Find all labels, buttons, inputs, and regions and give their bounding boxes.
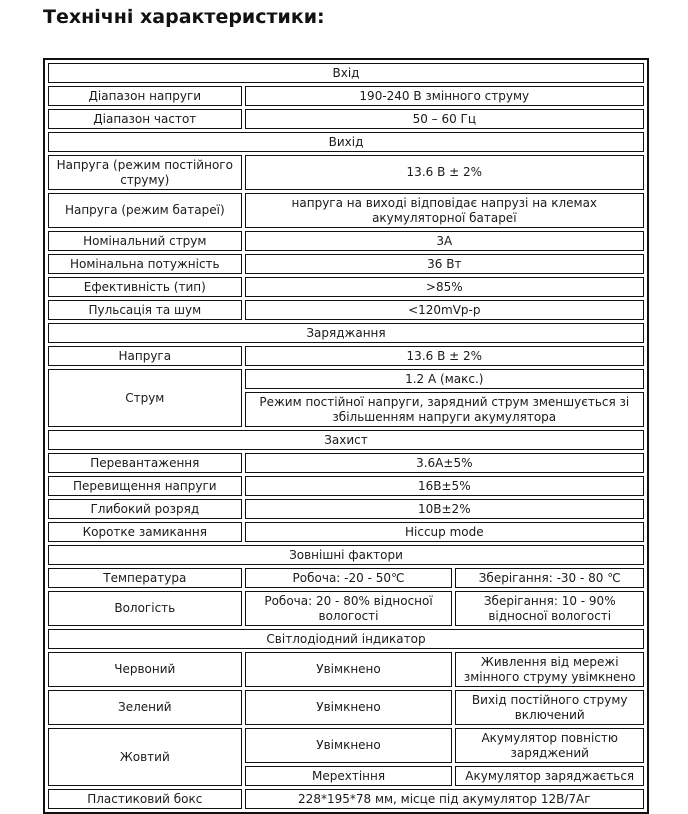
table-row <box>48 254 644 274</box>
spec-label: Жовтий <box>48 728 242 786</box>
spec-value: Вихід постійного струму включений <box>455 690 644 725</box>
spec-label: Ефективність (тип) <box>48 277 242 297</box>
table-row <box>48 369 644 389</box>
spec-label: Вологість <box>48 591 242 626</box>
spec-label: Номінальна потужність <box>48 254 242 274</box>
spec-value: <120mVp-p <box>245 300 644 320</box>
spec-value: Мерехтіння <box>245 766 453 786</box>
spec-value: Робоча: 20 - 80% відносної вологості <box>245 591 453 626</box>
spec-value: Акумулятор повністю заряджений <box>455 728 644 763</box>
section-header-input: Вхід <box>48 63 644 83</box>
spec-value: 13.6 В ± 2% <box>245 346 644 366</box>
spec-label: Струм <box>48 369 242 427</box>
section-header-protection: Захист <box>48 430 644 450</box>
spec-value: 36 Вт <box>245 254 644 274</box>
spec-label: Діапазон частот <box>48 109 242 129</box>
table-row <box>48 476 644 496</box>
spec-label: Діапазон напруги <box>48 86 242 106</box>
table-row <box>48 690 644 725</box>
spec-label: Зелений <box>48 690 242 725</box>
section-row-input <box>48 63 644 83</box>
spec-value: 1.2 А (макс.) <box>245 369 644 389</box>
spec-value: Зберігання: -30 - 80 ℃ <box>455 568 644 588</box>
spec-value: 3А <box>245 231 644 251</box>
spec-value: Hiccup mode <box>245 522 644 542</box>
spec-value: Режим постійної напруги, зарядний струм зменшується зі збільшенням напруги акумулятора <box>245 392 644 427</box>
spec-value: Увімкнено <box>245 690 453 725</box>
spec-value: 10В±2% <box>245 499 644 519</box>
spec-table <box>43 58 649 814</box>
spec-value: Увімкнено <box>245 652 453 687</box>
spec-value: 16В±5% <box>245 476 644 496</box>
table-row <box>48 300 644 320</box>
section-row-environment <box>48 545 644 565</box>
table-row <box>48 453 644 473</box>
table-row <box>48 568 644 588</box>
table-row <box>48 155 644 190</box>
spec-value: 228*195*78 мм, місце під акумулятор 12В/7Аг <box>245 789 644 809</box>
spec-label: Глибокий розряд <box>48 499 242 519</box>
table-row <box>48 652 644 687</box>
section-row-output <box>48 132 644 152</box>
spec-label: Пульсація та шум <box>48 300 242 320</box>
spec-value: Живлення від мережі змінного струму увімкнено <box>455 652 644 687</box>
section-row-led <box>48 629 644 649</box>
spec-label: Пластиковий бокс <box>48 789 242 809</box>
spec-label: Напруга (режим батареї) <box>48 193 242 228</box>
spec-value: напруга на виході відповідає напрузі на клемах акумуляторної батареї <box>245 193 644 228</box>
table-row <box>48 346 644 366</box>
section-row-protection <box>48 430 644 450</box>
spec-value: Зберігання: 10 - 90% відносної вологості <box>455 591 644 626</box>
table-row <box>48 231 644 251</box>
section-header-output: Вихід <box>48 132 644 152</box>
section-header-led: Світлодіодний індикатор <box>48 629 644 649</box>
table-row <box>48 193 644 228</box>
spec-label: Червоний <box>48 652 242 687</box>
table-row <box>48 789 644 809</box>
spec-value: Увімкнено <box>245 728 453 763</box>
spec-label: Перевищення напруги <box>48 476 242 496</box>
page-title: Технічні характеристики: <box>43 6 325 28</box>
table-row <box>48 591 644 626</box>
spec-value: Робоча: -20 - 50℃ <box>245 568 453 588</box>
table-row <box>48 522 644 542</box>
spec-label: Напруга (режим постійного струму) <box>48 155 242 190</box>
table-row <box>48 277 644 297</box>
spec-label: Номінальний струм <box>48 231 242 251</box>
spec-value: 13.6 В ± 2% <box>245 155 644 190</box>
spec-label: Напруга <box>48 346 242 366</box>
spec-label: Коротке замикання <box>48 522 242 542</box>
spec-label: Температура <box>48 568 242 588</box>
spec-value: Акумулятор заряджається <box>455 766 644 786</box>
table-row <box>48 728 644 763</box>
spec-value: 50 – 60 Гц <box>245 109 644 129</box>
table-row <box>48 499 644 519</box>
spec-value: 3.6А±5% <box>245 453 644 473</box>
table-row <box>48 109 644 129</box>
section-header-environment: Зовнішні фактори <box>48 545 644 565</box>
spec-label: Перевантаження <box>48 453 242 473</box>
section-row-charging <box>48 323 644 343</box>
spec-value: 190-240 В змінного струму <box>245 86 644 106</box>
spec-value: >85% <box>245 277 644 297</box>
table-row <box>48 86 644 106</box>
section-header-charging: Заряджання <box>48 323 644 343</box>
